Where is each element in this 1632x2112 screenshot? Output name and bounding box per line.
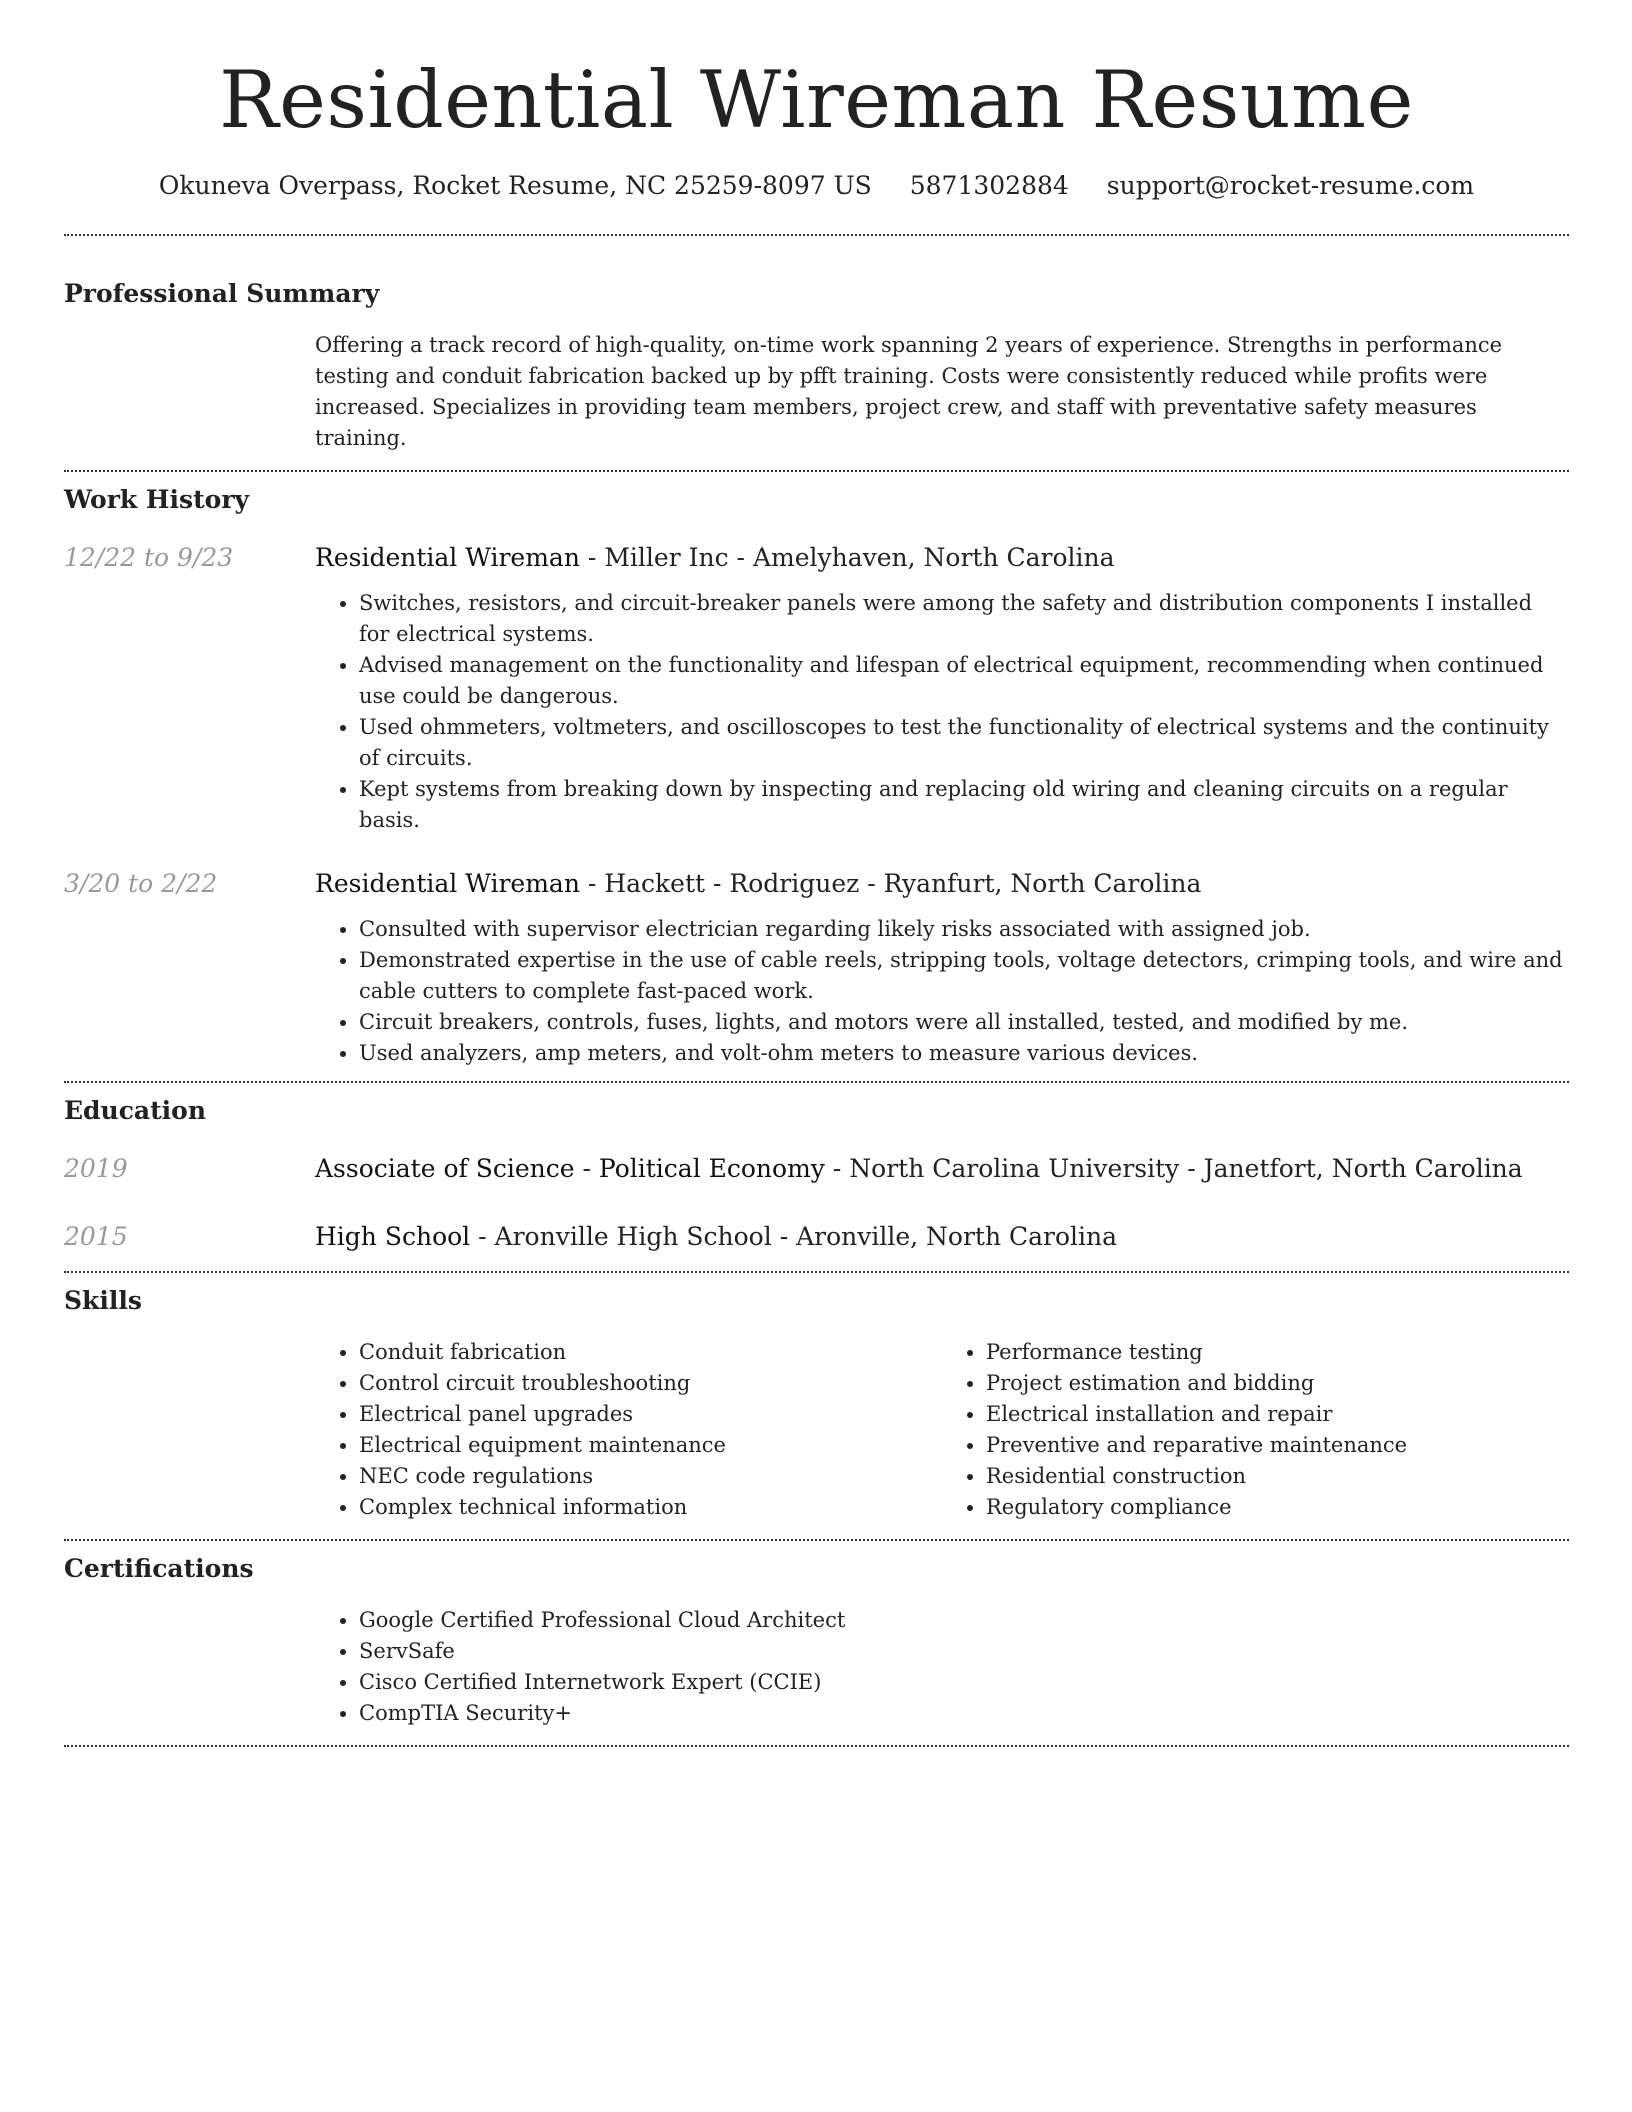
list-item: • Project estimation and bidding (986, 1368, 1569, 1399)
list-item: • Demonstrated expertise in the use of cable reels, stripping tools, voltage detectors, crimping tools, and wire and cable cutters to complete fast-paced work. (359, 945, 1569, 1007)
list-item: • Used ohmmeters, voltmeters, and oscilloscopes to test the functionality of electrical systems and the continuity of circuits. (359, 712, 1569, 774)
list-item: • Residential construction (986, 1461, 1569, 1492)
certifications-list (315, 1605, 1569, 1729)
job-employer: Hackett - Rodriguez (604, 869, 860, 898)
list-item: • Electrical equipment maintenance (359, 1430, 942, 1461)
education-year: 2015 (64, 1222, 128, 1251)
skills-column-right (942, 1337, 1569, 1523)
education-entry: 2019 Associate of Science - Political Economy - North Carolina University - Janetfort, North Carolina (64, 1151, 1569, 1187)
divider (64, 1271, 1569, 1273)
resume-title: Residential Wireman Resume (219, 54, 1414, 146)
list-item: • Complex technical information (359, 1492, 942, 1523)
education-field: Political Economy (598, 1154, 825, 1183)
education-year: 2019 (64, 1154, 128, 1183)
list-item: • Used analyzers, amp meters, and volt-ohm meters to measure various devices. (359, 1038, 1569, 1069)
contact-phone: 5871302884 (909, 171, 1069, 200)
job-title: Residential Wireman (315, 869, 580, 898)
list-item: • Regulatory compliance (986, 1492, 1569, 1523)
list-item: • Electrical panel upgrades (359, 1399, 942, 1430)
list-item: • Google Certified Professional Cloud Architect (359, 1605, 1569, 1636)
job-bullets (315, 914, 1569, 1069)
education-location: Aronville, North Carolina (796, 1222, 1118, 1251)
list-item: • Consulted with supervisor electrician regarding likely risks associated with assigned job. (359, 914, 1569, 945)
job-heading: Residential Wireman - Hackett - Rodriguez - Ryanfurt, North Carolina (315, 869, 1202, 898)
job-dates: 3/20 to 2/22 (64, 869, 218, 898)
contact-line (64, 168, 1569, 204)
divider (64, 1745, 1569, 1747)
job-dates: 12/22 to 9/23 (64, 543, 234, 572)
job-entry (64, 866, 1569, 1069)
education-school: Aronville High School (494, 1222, 772, 1251)
education-location: Janetfort, North Carolina (1203, 1154, 1523, 1183)
job-bullets (315, 588, 1569, 836)
section-heading-skills: Skills (64, 1286, 142, 1315)
summary-section (64, 276, 1569, 454)
contact-email: support@rocket-resume.com (1106, 171, 1475, 200)
education-section (64, 1093, 1569, 1255)
list-item: • Electrical installation and repair (986, 1399, 1569, 1430)
list-item: • Conduit fabrication (359, 1337, 942, 1368)
resume-page (64, 0, 1569, 1747)
list-item: • Switches, resistors, and circuit-breaker panels were among the safety and distribution components I installed for electrical systems. (359, 588, 1569, 650)
section-heading-certifications: Certifications (64, 1554, 254, 1583)
work-section (64, 482, 1569, 1069)
summary-text: Offering a track record of high-quality, on-time work spanning 2 years of experience. Strengths in performance testing and conduit fabrication backed up by pfft training. Costs were consistently reduced while profits were increased. Specializes in providing team members, project crew, and staff with preventative safety measures training. (315, 333, 1503, 450)
education-degree: Associate of Science (315, 1154, 575, 1183)
section-heading-work: Work History (64, 485, 250, 514)
job-heading: Residential Wireman - Miller Inc - Amelyhaven, North Carolina (315, 543, 1115, 572)
list-item: • Performance testing (986, 1337, 1569, 1368)
job-location: Ryanfurt, North Carolina (883, 869, 1202, 898)
certifications-section (64, 1551, 1569, 1729)
list-item: • Preventive and reparative maintenance (986, 1430, 1569, 1461)
job-entry (64, 540, 1569, 836)
list-item: • Kept systems from breaking down by inspecting and replacing old wiring and cleaning circuits on a regular basis. (359, 774, 1569, 836)
education-entry: 2015 High School - Aronville High School - Aronville, North Carolina (64, 1219, 1569, 1255)
list-item: • NEC code regulations (359, 1461, 942, 1492)
list-item: • Cisco Certified Internetwork Expert (CCIE) (359, 1667, 1569, 1698)
job-employer: Miller Inc (604, 543, 729, 572)
divider (64, 1081, 1569, 1083)
list-item: • Advised management on the functionality and lifespan of electrical equipment, recommending when continued use could be dangerous. (359, 650, 1569, 712)
divider (64, 234, 1569, 236)
divider (64, 1539, 1569, 1541)
section-heading-summary: Professional Summary (64, 279, 380, 308)
list-item: • Control circuit troubleshooting (359, 1368, 942, 1399)
skills-list (315, 1337, 1569, 1523)
skills-section (64, 1283, 1569, 1523)
job-title: Residential Wireman (315, 543, 580, 572)
list-item: • CompTIA Security+ (359, 1698, 1569, 1729)
section-heading-education: Education (64, 1096, 207, 1125)
education-degree: High School (315, 1222, 471, 1251)
divider (64, 470, 1569, 472)
contact-address: Okuneva Overpass, Rocket Resume, NC 25259-8097 US (158, 171, 872, 200)
job-location: Amelyhaven, North Carolina (752, 543, 1115, 572)
education-school: North Carolina University (849, 1154, 1180, 1183)
list-item: • ServSafe (359, 1636, 1569, 1667)
list-item: • Circuit breakers, controls, fuses, lights, and motors were all installed, tested, and modified by me. (359, 1007, 1569, 1038)
skills-column-left (315, 1337, 942, 1523)
